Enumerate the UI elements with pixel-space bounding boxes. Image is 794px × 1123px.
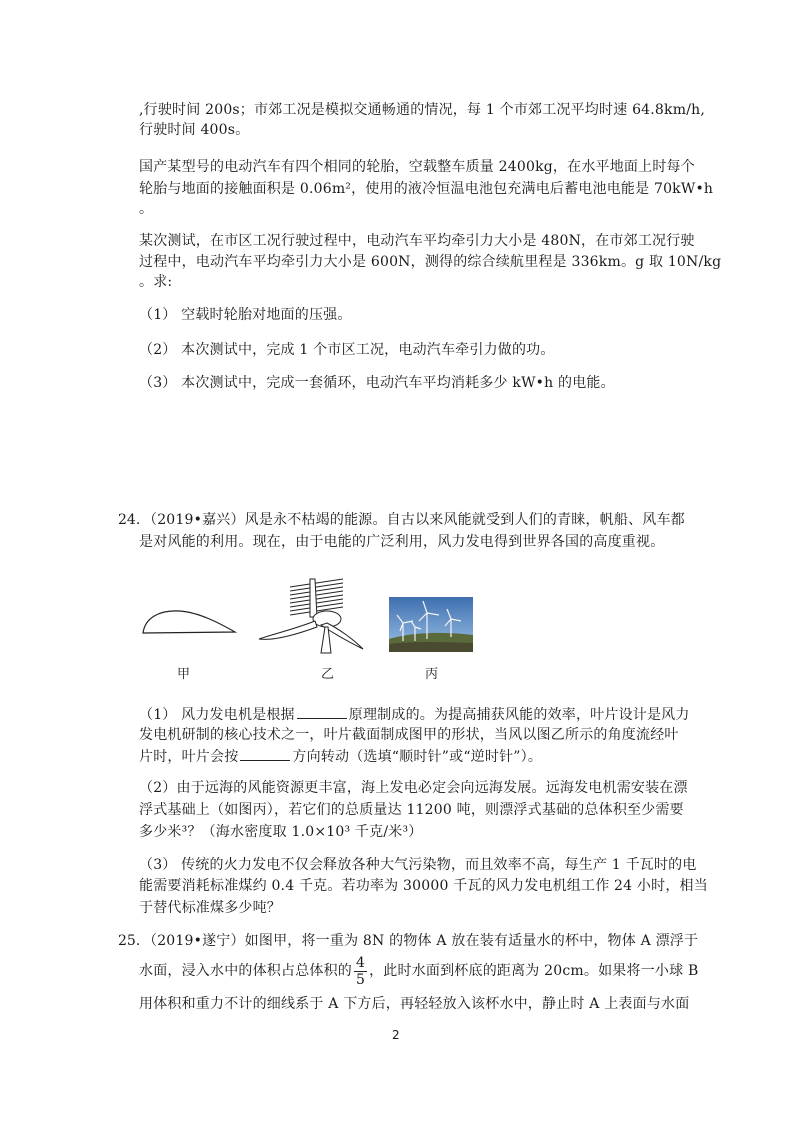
answer-blank-2[interactable]	[240, 746, 290, 761]
fraction-four-fifths	[354, 955, 367, 988]
q24-part3-line-2: 能需要消耗标准煤约 0.4 千克。若功率为 30000 千瓦的风力发电机组工作 24 小时，相当	[139, 878, 708, 894]
intro-question-2: （2） 本次测试中，完成 1 个市区工况，电动汽车牵引力做的功。	[139, 342, 555, 358]
figure-label-yi: 乙	[321, 667, 335, 682]
q24-part1-line-3	[139, 746, 542, 767]
q25-line-2	[139, 954, 698, 988]
q24-part1-text-c: 片时，叶片会按	[139, 749, 239, 765]
intro-question-1: （1） 空载时轮胎对地面的压强。	[139, 307, 352, 323]
intro-line-2: 行驶时间 400s。	[139, 122, 250, 138]
intro-question-3: （3） 本次测试中，完成一套循环，电动汽车平均消耗多少 kW•h 的电能。	[139, 375, 615, 391]
q24-part2-line-2: 浮式基础上（如图丙），若它们的总质量达 11200 吨，则漂浮式基础的总体积至少需要	[139, 802, 684, 818]
q25-line-2-text-a: 水面，浸入水中的体积占总体积的	[139, 963, 352, 979]
intro-line-8: 。求:	[139, 274, 173, 290]
intro-line-3: 国产某型号的电动汽车有四个相同的轮胎，空载整车质量 2400kg，在水平地面上时每个	[139, 159, 695, 175]
figure-bing-wind-farm-photo	[389, 597, 473, 652]
q24-part1-text-d: 方向转动（选填“顺时针”或“逆时针”）。	[292, 749, 543, 765]
q25-line-3: 用体积和重力不计的细线系于 A 下方后，再轻轻放入该杯水中，静止时 A 上表面与水面	[139, 996, 690, 1012]
q24-part2-line-1: （2）由于远海的风能资源更丰富，海上发电必定会向远海发展。远海发电机需安装在漂	[139, 780, 688, 796]
q24-part1-line-1	[139, 704, 690, 725]
q24-part1-line-2: 发电机研制的核心技术之一，叶片截面制成图甲的形状，当风以图乙所示的角度流经叶	[139, 727, 679, 743]
page-number: 2	[392, 1028, 400, 1042]
q24-part3-line-3: 于替代标准煤多少吨？	[139, 900, 281, 916]
figure-label-jia: 甲	[177, 667, 191, 682]
q24-line-2: 是对风能的利用。现在，由于电能的广泛利用，风力发电得到世界各国的高度重视。	[139, 534, 665, 550]
q24-part1-text-b: 原理制成的。为提高捕获风能的效率，叶片设计是风力	[348, 707, 690, 723]
intro-line-7: 过程中，电动汽车平均牵引力大小是 600N，测得的综合续航里程是 336km。g 取 10N/kg	[139, 254, 722, 270]
figure-jia-airfoil	[139, 590, 239, 645]
answer-blank-1[interactable]	[297, 704, 347, 719]
fraction-denominator: 5	[356, 971, 366, 988]
figure-label-bing: 丙	[425, 667, 439, 682]
q24-number: 24.	[118, 512, 141, 528]
q25-line-1: （2019•遂宁）如图甲，将一重为 8N 的物体 A 放在装有适量水的杯中，物体 A 漂浮于	[143, 933, 699, 949]
intro-line-4: 轮胎与地面的接触面积是 0.06m²，使用的液冷恒温电池包充满电后蓄电池电能是 70kW•h	[139, 181, 714, 197]
q24-part3-line-1: （3） 传统的火力发电不仅会释放各种大气污染物，而且效率不高，每生产 1 千瓦时的电	[139, 857, 697, 873]
q25-line-2-text-b: ，此时水面到杯底的距离为 20cm。如果将一小球 B	[369, 963, 699, 979]
q24-part1-text-a: （1） 风力发电机是根据	[139, 707, 295, 723]
q25-number: 25.	[118, 933, 141, 949]
intro-line-5: 。	[139, 201, 154, 217]
intro-line-1: ,行驶时间 200s；市郊工况是模拟交通畅通的情况，每 1 个市郊工况平均时速 64.8km/h,	[139, 102, 705, 118]
intro-line-6: 某次测试，在市区工况行驶过程中，电动汽车平均牵引力大小是 480N，在市郊工况行驶	[139, 233, 695, 249]
q24-part2-line-3: 多少米³？（海水密度取 1.0×10³ 千克/米³）	[139, 824, 423, 840]
figure-yi-windmill	[255, 577, 375, 655]
q24-line-1: （2019•嘉兴）风是永不枯竭的能源。自古以来风能就受到人们的青睐，帆船、风车都	[143, 512, 685, 528]
fraction-numerator: 4	[356, 954, 366, 971]
